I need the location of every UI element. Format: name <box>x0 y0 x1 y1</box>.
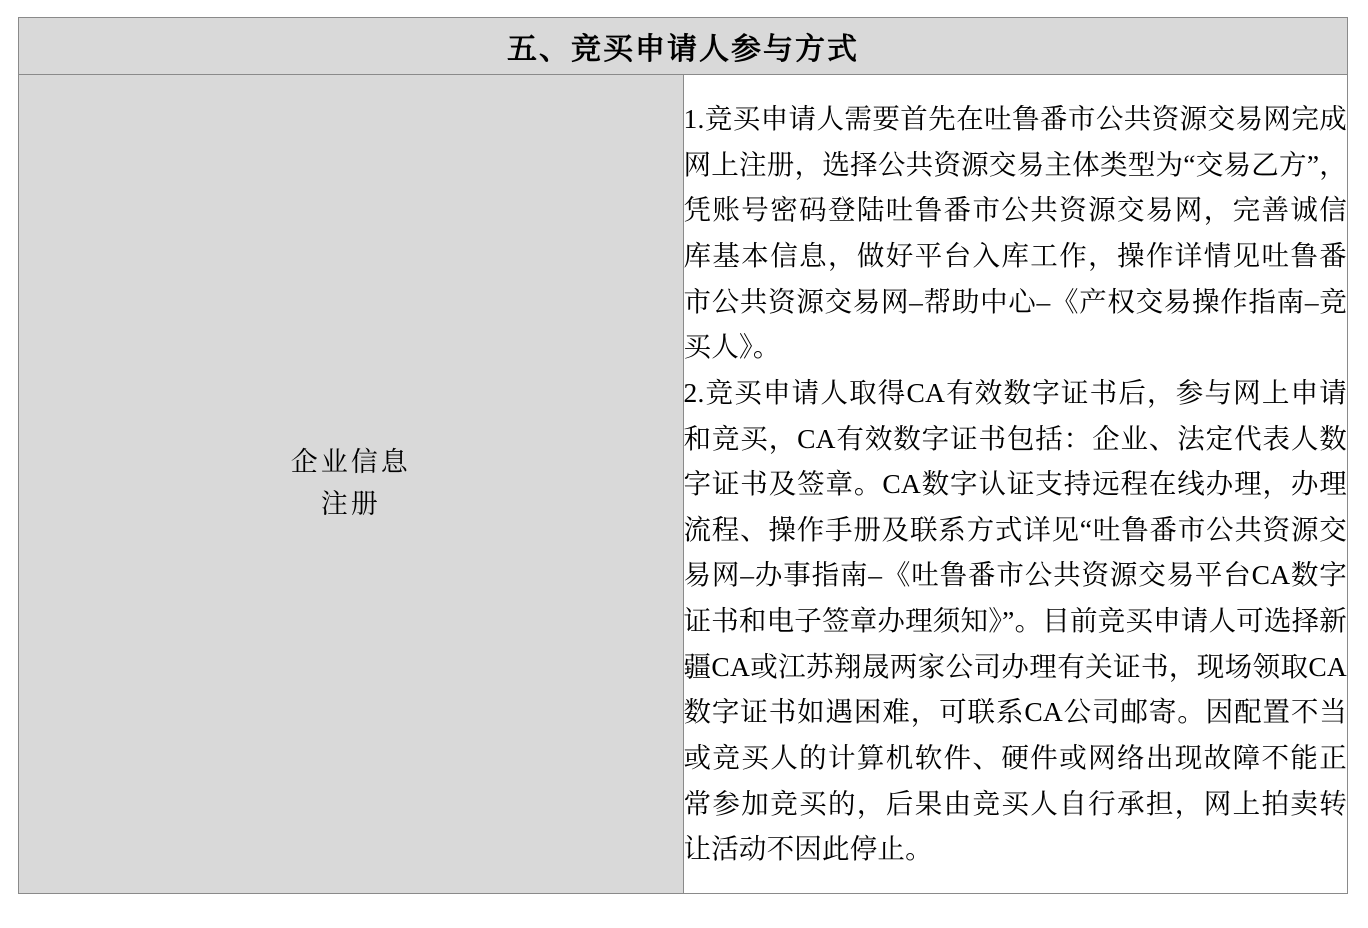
section-header-title: 五、竞买申请人参与方式 <box>19 18 1348 75</box>
row-label-enterprise-info-registration <box>19 75 684 894</box>
participation-method-table <box>18 17 1348 894</box>
paragraph-1: 1.竞买申请人需要首先在吐鲁番市公共资源交易网完成网上注册，选择公共资源交易主体类型为“交易乙方”，凭账号密码登陆吐鲁番市公共资源交易网，完善诚信库基本信息，做好平台入库工作，操作详情见吐鲁番市公共资源交易网–帮助中心–《产权交易操作指南–竞买人》。 <box>683 103 1347 363</box>
table-header-row <box>19 18 1348 75</box>
row-label-line-1: 企业信息 <box>290 447 411 478</box>
row-label-line-2: 注册 <box>320 489 381 519</box>
table-row <box>19 75 1348 894</box>
paragraph-2: 2.竞买申请人取得CA有效数字证书后，参与网上申请和竞买，CA有效数字证书包括：企业、法定代表人数字证书及签章。CA数字认证支持远程在线办理，办理流程、操作手册及联系方式详见“吐鲁番市公共资源交易网–办事指南–《吐鲁番市公共资源交易平台CA数字证书和电子签章办理须知》”。目前竞买申请人可选择新疆CA或江苏翔晟两家公司办理有关证书，现场领取CA数字证书如遇困难，可联系CA公司邮寄。因配置不当或竞买人的计算机软件、硬件或网络出现故障不能正常参加竞买的，后果由竞买人自行承担，网上拍卖转让活动不因此停止。 <box>683 376 1347 865</box>
row-content-cell <box>683 75 1348 894</box>
